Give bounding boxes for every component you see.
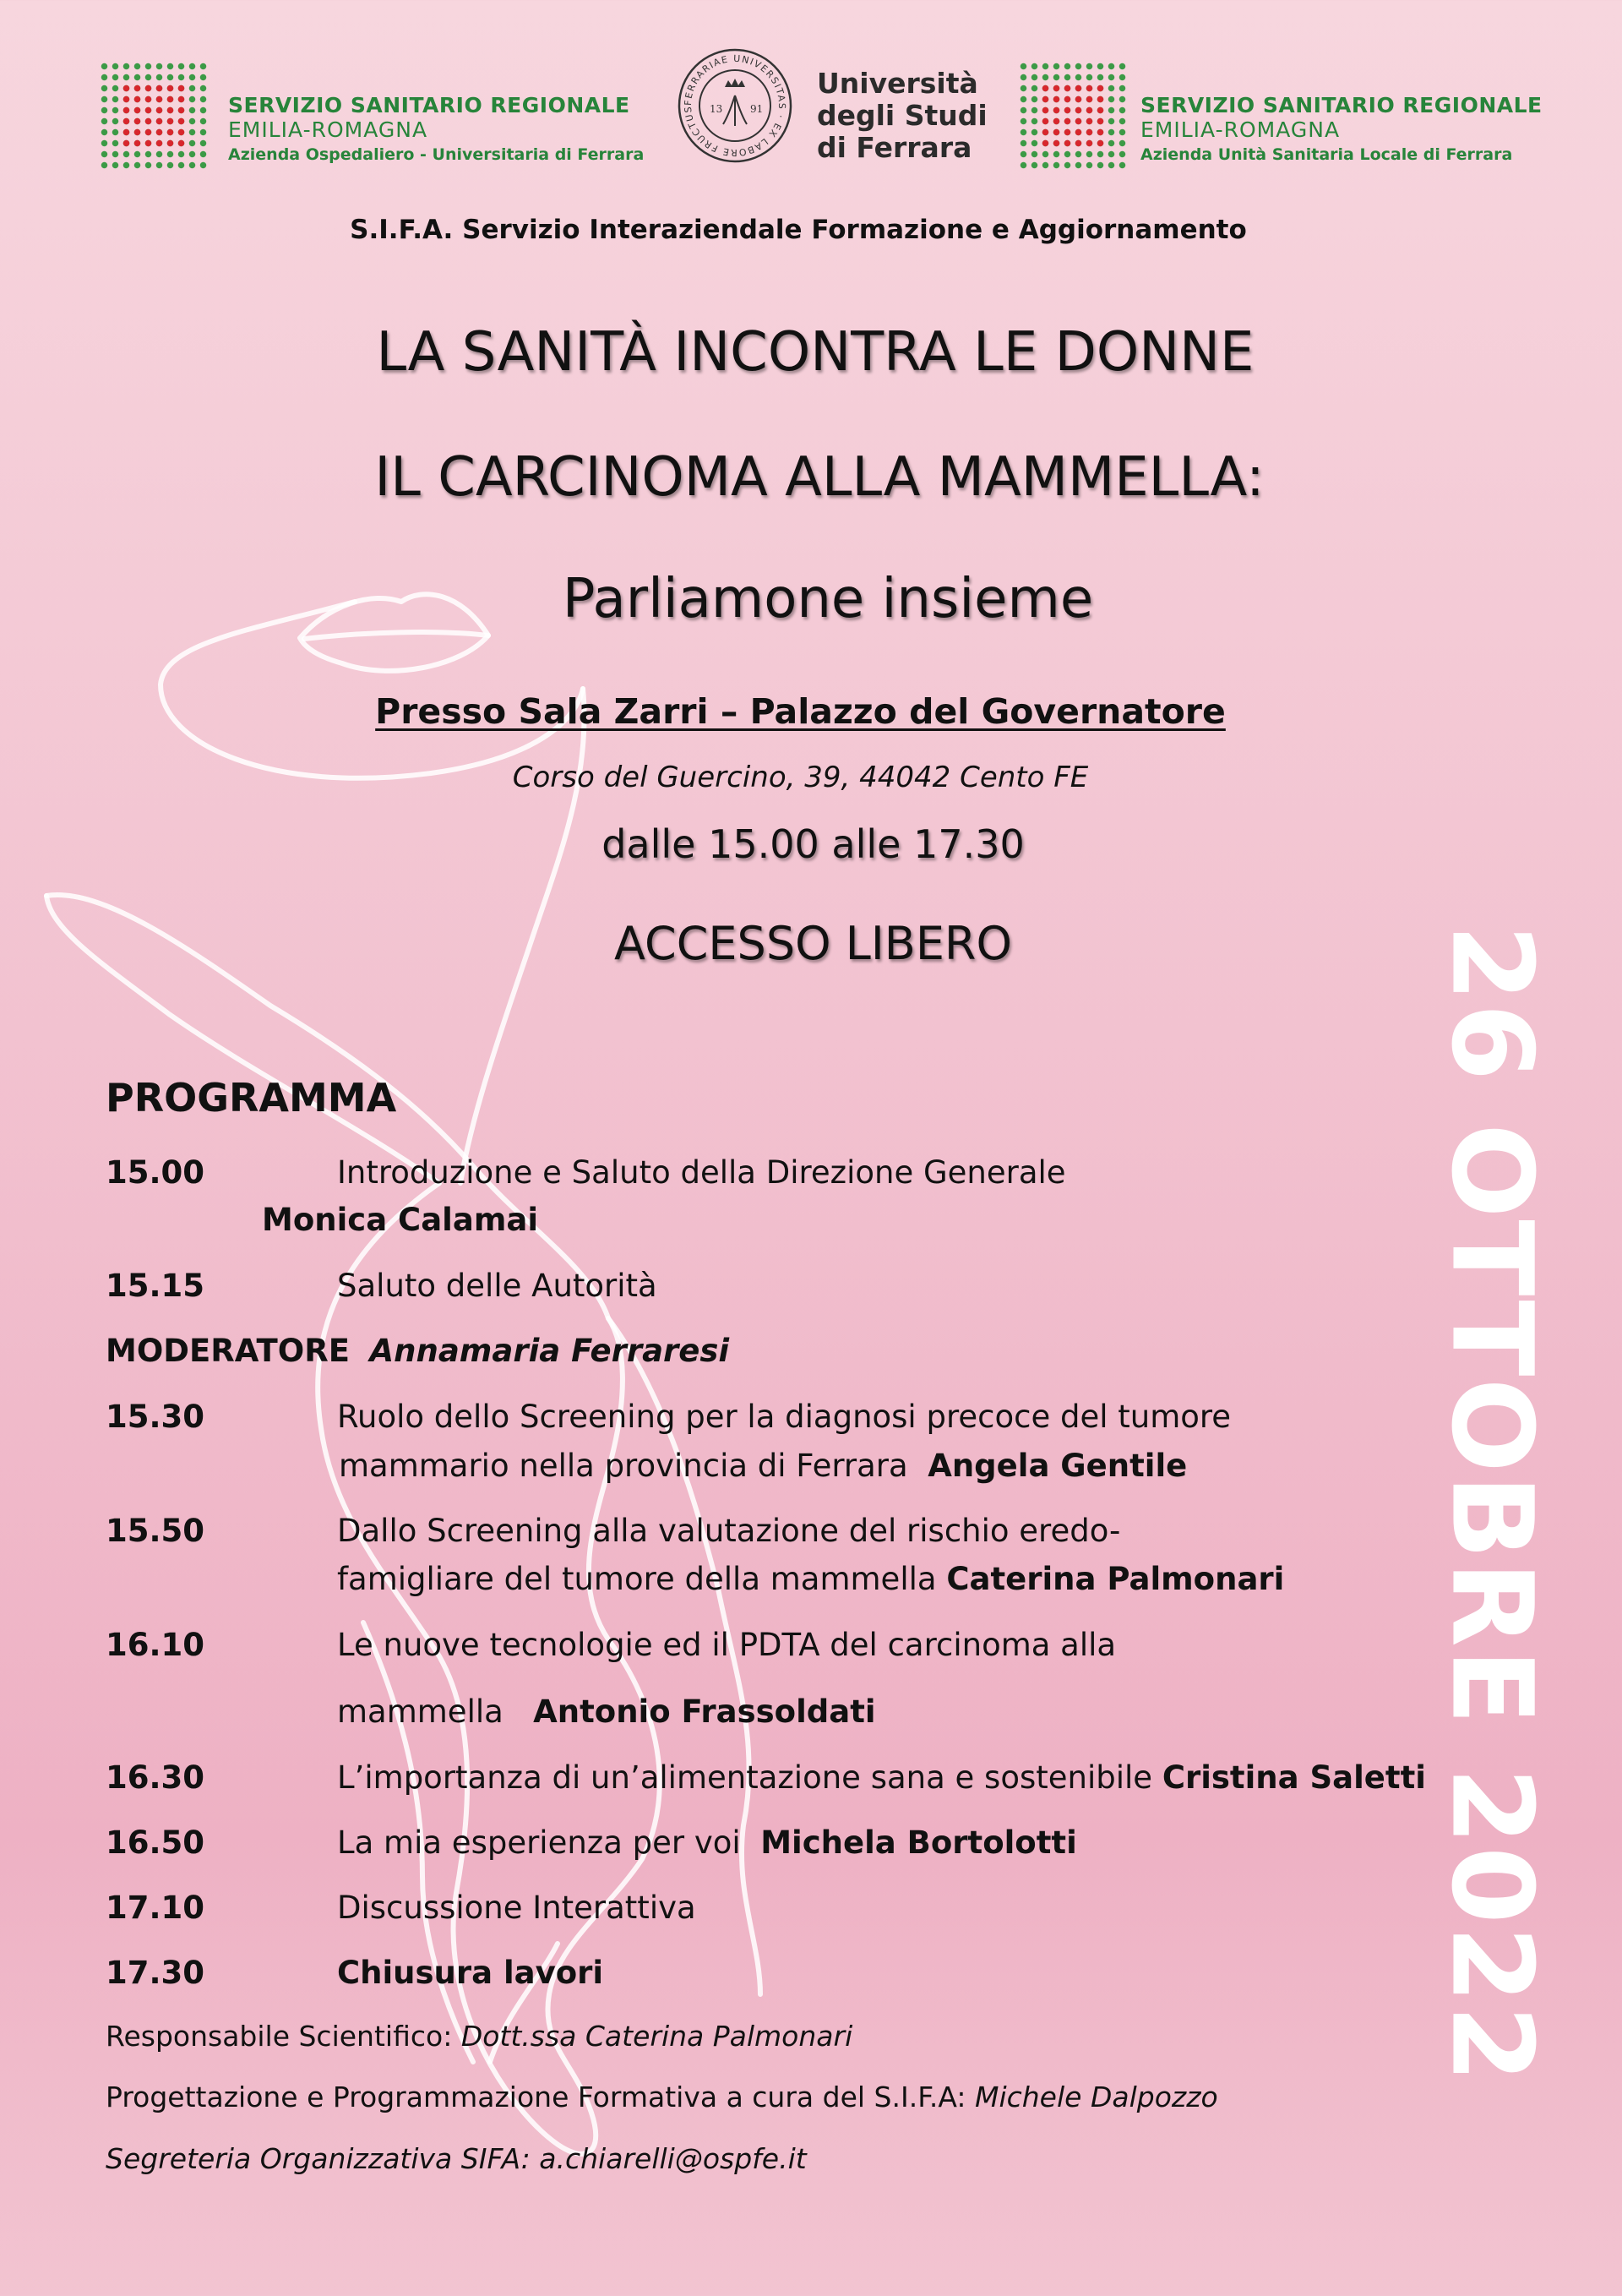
sifa-heading: S.I.F.A. Servizio Interaziendale Formazione e Aggiornamento	[350, 215, 1247, 245]
program-desc-wrap	[337, 1759, 1426, 1796]
program-speaker: Michela Bortolotti	[760, 1824, 1077, 1861]
event-date-text: 26 OTTOBRE 2022	[1426, 924, 1557, 2085]
event-title-1: LA SANITÀ INCONTRA LE DONNE	[376, 321, 1255, 384]
program-desc: Chiusura lavori	[337, 1955, 604, 1991]
moderator-label: MODERATORE	[106, 1333, 350, 1369]
program-time: 17.10	[106, 1890, 205, 1926]
footer-responsible	[106, 2020, 852, 2053]
program-item-cont	[339, 1448, 1187, 1484]
program-item-cont	[337, 1561, 1284, 1597]
svg-text:13: 13	[710, 103, 723, 115]
svg-text:91: 91	[750, 103, 764, 115]
program-desc2: famigliare del tumore della mammella	[337, 1561, 937, 1597]
program-speaker: Cristina Saletti	[1162, 1759, 1426, 1796]
program-time: 16.50	[106, 1824, 205, 1861]
program-desc-wrap	[337, 1824, 1077, 1861]
venue	[0, 691, 1601, 732]
ssr-logo-left-text	[228, 93, 644, 164]
resp-label: Responsabile Scientifico:	[106, 2020, 453, 2053]
event-date	[1364, 924, 1618, 2085]
program-time: 15.00	[106, 1154, 205, 1191]
program-heading: PROGRAMMA	[106, 1075, 397, 1121]
prog-label: Progettazione e Programmazione Formativa a cura del S.I.F.A:	[106, 2081, 966, 2113]
program-time: 15.15	[106, 1268, 205, 1304]
university-line2: degli Studi	[817, 99, 988, 132]
moderator-row	[106, 1333, 729, 1369]
resp-name: Dott.ssa Caterina Palmonari	[460, 2020, 853, 2053]
event-time: dalle 15.00 alle 17.30	[601, 821, 1025, 867]
program-desc2: mammella	[337, 1693, 503, 1730]
program-item-cont	[337, 1693, 876, 1730]
program-time: 16.10	[106, 1627, 205, 1663]
prog-name: Michele Dalpozzo	[974, 2081, 1218, 2113]
program-speaker: Antonio Frassoldati	[533, 1693, 876, 1730]
university-seal-icon	[676, 46, 794, 165]
logo-right-line1: SERVIZIO SANITARIO REGIONALE	[1140, 93, 1543, 117]
university-line1: Università	[817, 67, 978, 100]
logo-left-line2: EMILIA-ROMAGNA	[228, 117, 428, 142]
event-title-2: IL CARCINOMA ALLA MAMMELLA:	[374, 446, 1265, 509]
logo-left-line3: Azienda Ospedaliero - Universitaria di Ferrara	[228, 145, 645, 164]
program-desc: Ruolo dello Screening per la diagnosi precoce del tumore	[337, 1399, 1232, 1435]
footer-programming	[106, 2081, 1218, 2113]
ssr-logo-right-text	[1140, 93, 1543, 164]
logo-right-line3: Azienda Unità Sanitaria Locale di Ferrara	[1140, 145, 1513, 164]
venue-address: Corso del Guercino, 39, 44042 Cento FE	[512, 761, 1089, 794]
program-time: 15.30	[106, 1399, 205, 1435]
program-speaker: Caterina Palmonari	[946, 1561, 1285, 1597]
program-desc: Le nuove tecnologie ed il PDTA del carcinoma alla	[337, 1627, 1117, 1663]
university-line3: di Ferrara	[817, 131, 972, 164]
logo-right-line2: EMILIA-ROMAGNA	[1140, 117, 1341, 142]
ssr-logo-left-icon	[99, 61, 209, 171]
logo-left-line1: SERVIZIO SANITARIO REGIONALE	[228, 93, 630, 117]
program-desc: Dallo Screening alla valutazione del rischio eredo-	[337, 1513, 1121, 1549]
program-speaker: Monica Calamai	[262, 1202, 539, 1238]
program-desc: Introduzione e Saluto della Direzione Generale	[337, 1154, 1066, 1191]
university-name	[817, 68, 988, 164]
program-desc: L’importanza di un’alimentazione sana e sostenibile	[337, 1759, 1153, 1796]
moderator-name: Annamaria Ferraresi	[369, 1333, 730, 1369]
svg-text:FERRARIAE UNIVERSITAS · EX LAB: FERRARIAE UNIVERSITAS · EX LABORE FRUCTUS	[682, 52, 788, 159]
footer-secretariat: Segreteria Organizzativa SIFA: a.chiarelli@ospfe.it	[106, 2142, 807, 2175]
program-speaker-row	[262, 1202, 538, 1238]
event-title-3: Parliamone insieme	[562, 568, 1094, 630]
ssr-logo-right-icon	[1018, 61, 1128, 171]
venue-text: Presso Sala Zarri – Palazzo del Governatore	[375, 691, 1226, 732]
free-access: ACCESSO LIBERO	[614, 917, 1012, 970]
program-desc: Saluto delle Autorità	[337, 1268, 657, 1304]
program-desc2: mammario nella provincia di Ferrara	[339, 1448, 908, 1484]
program-speaker: Angela Gentile	[928, 1448, 1188, 1484]
program-time: 17.30	[106, 1955, 205, 1991]
program-time: 15.50	[106, 1513, 205, 1549]
program-time: 16.30	[106, 1759, 205, 1796]
program-desc: La mia esperienza per voi	[337, 1824, 741, 1861]
program-desc: Discussione Interattiva	[337, 1890, 696, 1926]
